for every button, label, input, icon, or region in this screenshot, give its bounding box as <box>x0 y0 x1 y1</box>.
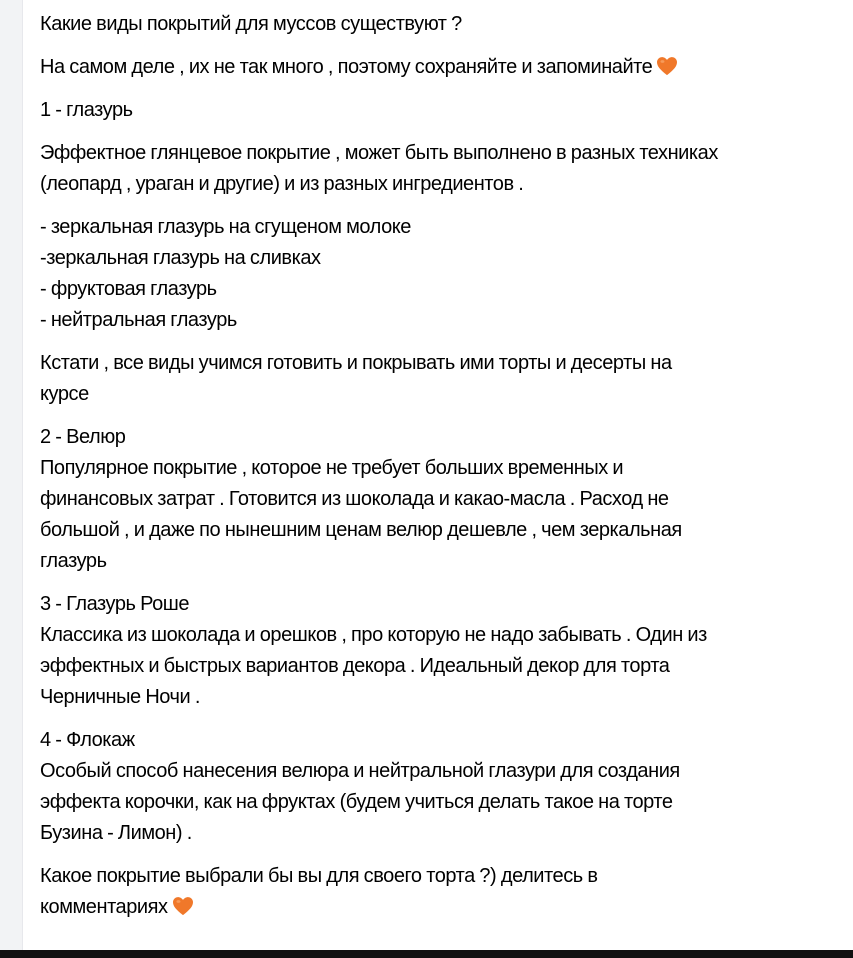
section-1-heading: 1 - глазурь <box>40 99 133 121</box>
section-2-text-line: глазурь <box>40 550 107 572</box>
section-3-text-line: Классика из шоколада и орешков , про которую не надо забывать . Один из <box>40 624 707 646</box>
orange-heart-icon <box>172 896 194 916</box>
post-title: Какие виды покрытий для муссов существуют ? <box>40 13 462 35</box>
outro-line: Какое покрытие выбрали бы вы для своего торта ?) делитесь в <box>40 865 598 887</box>
section-3-text-line: Черничные Ночи . <box>40 686 200 708</box>
section-4-text-line: Особый способ нанесения велюра и нейтральной глазури для создания <box>40 760 680 782</box>
section-4-heading: 4 - Флокаж <box>40 729 135 751</box>
glaze-list-item: - фруктовая глазурь <box>40 278 217 300</box>
section-3-heading: 3 - Глазурь Роше <box>40 593 190 615</box>
post-text <box>40 9 840 923</box>
section-3-text-line: эффектных и быстрых вариантов декора . Идеальный декор для торта <box>40 655 670 677</box>
course-note-line: Кстати , все виды учимся готовить и покрывать ими торты и десерты на <box>40 352 672 374</box>
section-2-text-line: финансовых затрат . Готовится из шоколада и какао-масла . Расход не <box>40 488 669 510</box>
intro-text: На самом деле , их не так много , поэтому сохраняйте и запоминайте <box>40 56 653 78</box>
left-panel-edge <box>0 0 23 958</box>
section-2-heading: 2 - Велюр <box>40 426 126 448</box>
outro-text: комментариях <box>40 896 168 918</box>
orange-heart-icon <box>656 56 678 76</box>
section-1-text-line: Эффектное глянцевое покрытие , может быть выполнено в разных техниках <box>40 142 718 164</box>
glaze-list-item: - нейтральная глазурь <box>40 309 237 331</box>
outro-line-2 <box>40 892 840 923</box>
post-intro <box>40 52 840 83</box>
bottom-edge-bar <box>0 950 853 958</box>
course-note-line: курсе <box>40 383 89 405</box>
section-2-text-line: Популярное покрытие , которое не требует больших временных и <box>40 457 624 479</box>
section-1-text-line: (леопард , ураган и другие) и из разных ингредиентов . <box>40 173 524 195</box>
glaze-list-item: -зеркальная глазурь на сливках <box>40 247 321 269</box>
section-4-text-line: эффекта корочки, как на фруктах (будем учиться делать такое на торте <box>40 791 673 813</box>
glaze-list-item: - зеркальная глазурь на сгущеном молоке <box>40 216 411 238</box>
section-4-text-line: Бузина - Лимон) . <box>40 822 192 844</box>
section-2-text-line: большой , и даже по нынешним ценам велюр дешевле , чем зеркальная <box>40 519 682 541</box>
